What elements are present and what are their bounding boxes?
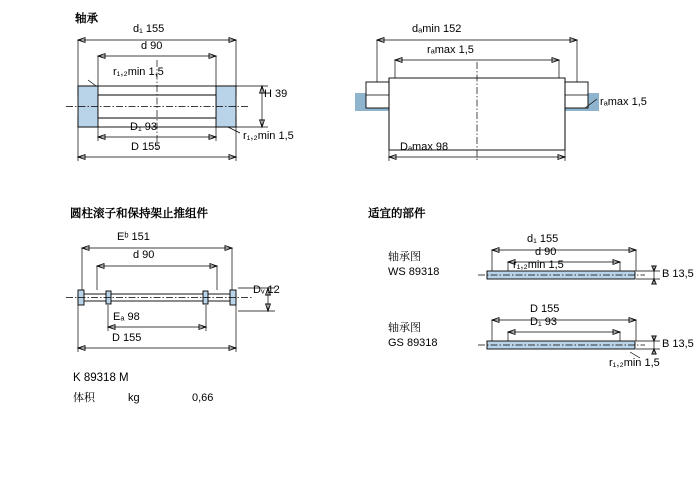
part-gs-group — [478, 318, 660, 358]
label-bearing-r12min-right: r₁,₂min 1,5 — [243, 130, 294, 142]
label-bearing-D1: D₁ 93 — [130, 121, 157, 133]
label-ws-designation: WS 89318 — [388, 266, 440, 278]
bearing-section-group — [66, 38, 268, 161]
label-cage-designation: K 89318 M — [73, 372, 129, 384]
label-cage-mass-value: 0,66 — [192, 392, 214, 404]
label-cage-d: d 90 — [133, 249, 155, 261]
label-bearing-D: D 155 — [131, 141, 161, 153]
label-cage-D: D 155 — [112, 332, 142, 344]
label-cage-Eb: Eᵇ 151 — [117, 231, 150, 243]
label-ws-d1: d₁ 155 — [527, 233, 559, 245]
heading-roller-cage: 圆柱滚子和保持架止推组件 — [70, 208, 208, 220]
housing-fit-group — [355, 38, 599, 161]
label-gs-D: D 155 — [530, 303, 560, 315]
label-housing-damin: dₐmin 152 — [412, 23, 462, 35]
label-cage-Ea: Eₐ 98 — [113, 311, 140, 323]
label-cage-Dw: Dᵥ 12 — [253, 284, 280, 296]
label-gs-radius: r₁,₂min 1,5 — [609, 357, 660, 369]
label-housing-ramax-right: rₐmax 1,5 — [600, 96, 647, 108]
heading-bearing: 轴承 — [75, 13, 98, 25]
label-housing-Damax: Dₐmax 98 — [400, 141, 449, 153]
part-ws-group — [478, 248, 660, 284]
label-housing-ramax-top: rₐmax 1,5 — [427, 44, 474, 56]
label-bearing-d: d 90 — [141, 40, 163, 52]
label-gs-type: 轴承图 — [388, 322, 421, 334]
label-gs-D1: D₁ 93 — [530, 316, 557, 328]
label-bearing-H: H 39 — [264, 88, 288, 100]
label-ws-type: 轴承图 — [388, 251, 421, 263]
label-bearing-d1: d₁ 155 — [133, 23, 165, 35]
heading-suitable-parts: 适宜的部件 — [368, 208, 426, 220]
label-ws-d: d 90 — [535, 246, 557, 258]
label-cage-mass-unit: kg — [128, 392, 140, 404]
label-cage-mass-caption: 体积 — [73, 392, 95, 404]
cage-assembly-group — [66, 246, 275, 352]
label-ws-thickness: B 13,5 — [662, 268, 694, 280]
label-ws-radius: r₁,₂min 1,5 — [513, 259, 564, 271]
label-gs-thickness: B 13,5 — [662, 338, 694, 350]
label-gs-designation: GS 89318 — [388, 337, 438, 349]
label-bearing-r12min-top: r₁,₂min 1,5 — [113, 66, 164, 78]
